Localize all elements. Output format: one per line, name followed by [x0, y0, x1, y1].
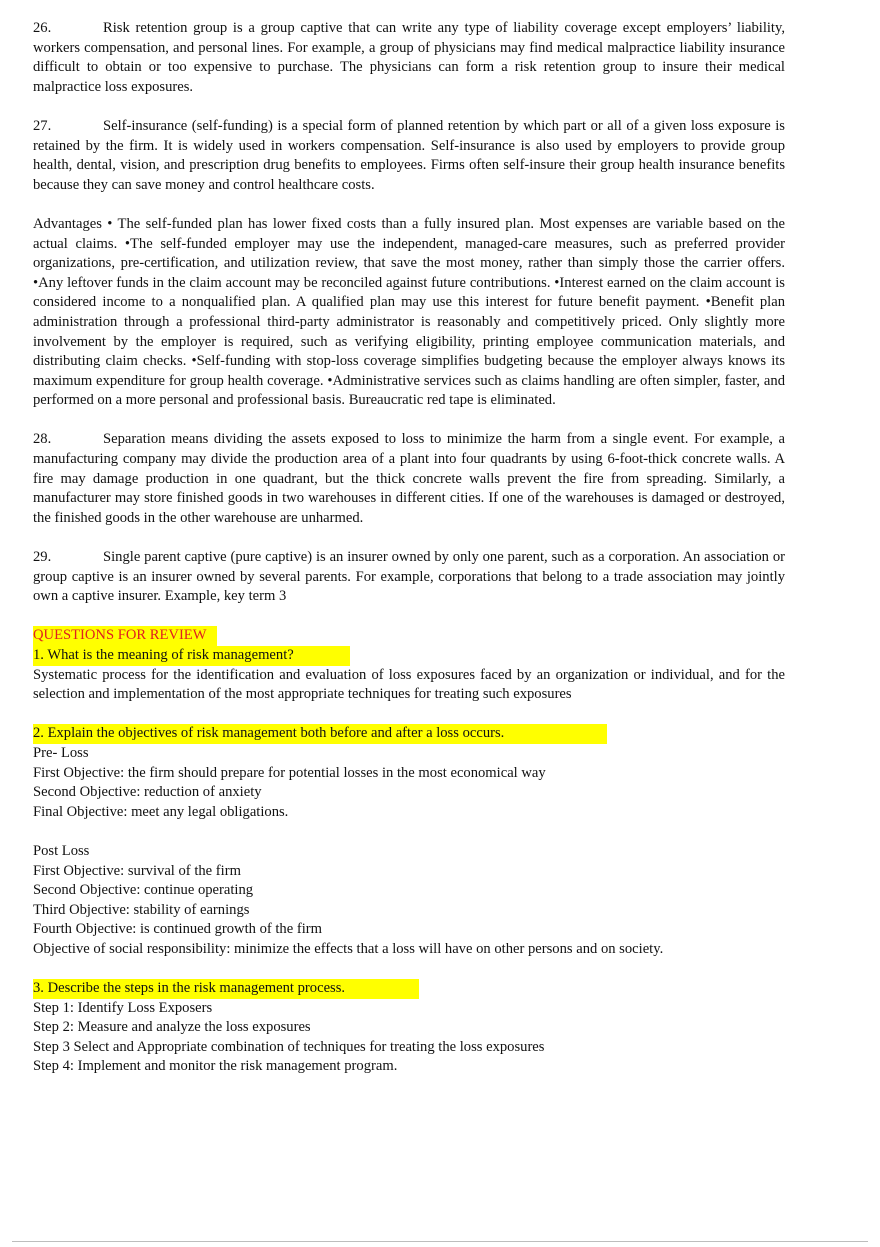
- page-bottom-rule: [12, 1241, 868, 1242]
- review-section: [33, 626, 785, 1077]
- paragraph-text: Single parent captive (pure captive) is an insurer owned by only one parent, such as a corporation. An association or group captive is an insurer owned by several parents. For example, corporations that belong to a trade association may jointly own a captive insurer. Example, key term 3: [33, 549, 785, 605]
- post-loss-item: Objective of social responsibility: minimize the effects that a loss will have on other persons and on society.: [33, 940, 664, 957]
- pre-loss-block: [33, 744, 785, 822]
- paragraph-27: [33, 117, 785, 195]
- paragraph-advantages: [33, 215, 785, 411]
- answer-1: Systematic process for the identification and evaluation of loss exposures faced by an organization or individual, and for the selection and implementation of the most appropriate techniques for treating such exposures: [33, 666, 785, 703]
- pre-loss-heading: Pre- Loss: [33, 744, 89, 761]
- question-2: 2. Explain the objectives of risk management both before and after a loss occurs.: [33, 724, 607, 744]
- step-item: Step 1: Identify Loss Exposers: [33, 999, 213, 1016]
- pre-loss-item: Final Objective: meet any legal obligations.: [33, 803, 289, 820]
- paragraph-26: [33, 19, 785, 97]
- post-loss-heading: Post Loss: [33, 842, 90, 859]
- step-item: Step 4: Implement and monitor the risk management program.: [33, 1058, 398, 1075]
- steps-block: [33, 999, 785, 1077]
- question-3: 3. Describe the steps in the risk management process.: [33, 979, 419, 999]
- paragraph-29: [33, 548, 785, 607]
- paragraph-text: Advantages • The self-funded plan has lower fixed costs than a fully insured plan. Most expenses are variable based on the actual claims. •The self-funded employer may use the independent, managed-care measures, such as preferred provider organizations, pre-certification, and utilization review, that save the most money, rather than simply those the carrier offers. •Any leftover funds in the claim account may be reconciled against future contributions. •Interest earned on the claim account is considered income to a nonqualified plan. A qualified plan may use this interest for future benefit payment. •Benefit plan administration through a professional third-party administrator is reasonably and competitively priced. Only slightly more involvement by the employer is required, such as verifying eligibility, printing employee communication materials, and distributing claim checks. •Self-funding with stop-loss coverage simplifies budgeting because the employer always knows its maximum expenditure for group health coverage. •Administrative services such as claims handling are often simpler, faster, and performed on a more personal and professional basis. Bureaucratic red tape is eliminated.: [33, 215, 785, 409]
- paragraph-text: Risk retention group is a group captive that can write any type of liability coverage except employers’ liability, workers compensation, and personal lines. For example, a group of physicians may find medical malpractice liability insurance difficult to obtain or too expensive to purchase. The physicians can form a risk retention group to insure their medical malpractice loss exposures.: [33, 20, 785, 95]
- step-item: Step 2: Measure and analyze the loss exposures: [33, 1019, 311, 1036]
- paragraph-number: 26.: [33, 20, 52, 36]
- pre-loss-item: Second Objective: reduction of anxiety: [33, 784, 262, 801]
- pre-loss-item: First Objective: the firm should prepare for potential losses in the most economical way: [33, 764, 546, 781]
- paragraph-text: Separation means dividing the assets exposed to loss to minimize the harm from a single event. For example, a manufacturing company may divide the production area of a plant into four quadrants by using 6-foot-thick concrete walls. A fire may damage production in one quadrant, but the thick concrete walls prevent the fire from spreading. Similarly, a manufacturer may store finished goods in two warehouses in different cities. If one of the warehouses is damaged or destroyed, the finished goods in the other warehouse are unharmed.: [33, 431, 785, 526]
- post-loss-item: Third Objective: stability of earnings: [33, 901, 250, 918]
- paragraph-number: 28.: [33, 431, 52, 448]
- paragraph-number: 29.: [33, 549, 52, 566]
- post-loss-block: [33, 842, 785, 960]
- post-loss-item: First Objective: survival of the firm: [33, 862, 241, 879]
- review-title: QUESTIONS FOR REVIEW: [33, 626, 217, 646]
- paragraph-number: 27.: [33, 117, 52, 134]
- step-item: Step 3 Select and Appropriate combination of techniques for treating the loss exposures: [33, 1038, 545, 1055]
- post-loss-item: Second Objective: continue operating: [33, 882, 254, 899]
- paragraph-28: [33, 430, 785, 528]
- post-loss-item: Fourth Objective: is continued growth of the firm: [33, 921, 322, 938]
- question-1: 1. What is the meaning of risk management?: [33, 646, 350, 666]
- document-page: [33, 19, 785, 1077]
- paragraph-text: Self-insurance (self-funding) is a special form of planned retention by which part or all of a given loss exposure is retained by the firm. It is widely used in workers compensation. Self-insurance is also used by employers to provide group health, dental, vision, and prescription drug benefits to employees. Firms often self-insure their group health insurance benefits because they can save money and control healthcare costs.: [33, 117, 785, 193]
